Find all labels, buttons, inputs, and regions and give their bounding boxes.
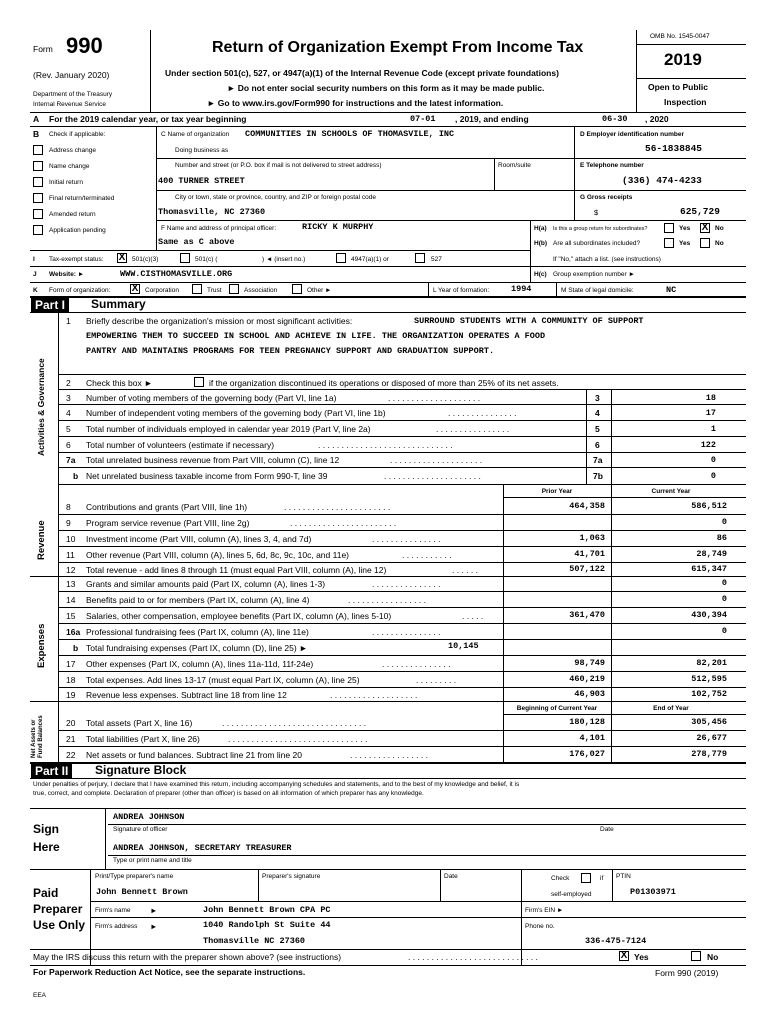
officer-address: Same as C above (158, 237, 235, 247)
other-label: Other ► (307, 287, 332, 294)
line14-text: Benefits paid to or for members (Part IX, column (A), line 4) (86, 595, 310, 605)
sign-date-label: Date (600, 826, 614, 833)
line18-prior: 460,219 (569, 674, 605, 684)
line13-current: 0 (721, 578, 727, 588)
firm-ein-label: Firm's EIN ► (525, 907, 564, 914)
line9-current: 0 (721, 517, 727, 527)
line21-prior: 4,101 (579, 733, 605, 743)
part1-title: Summary (91, 297, 146, 311)
hb-note: If "No," attach a list. (see instructions) (553, 256, 661, 263)
line16b-value: 10,145 (448, 641, 479, 651)
mission-line-2: EMPOWERING THEM TO SUCCEED IN SCHOOL AND ACHIEVE IN LIFE. THE ORGANIZATION OPERATES A FOOD (86, 331, 546, 341)
line5-value: 1 (710, 424, 716, 434)
name-change-label: Name change (49, 163, 90, 170)
line20-num: 20 (66, 718, 76, 728)
line12-current: 615,347 (691, 564, 727, 574)
mission-line-3: PANTRY AND MAINTAINS PROGRAMS FOR TEEN PREGNANCY SUPPORT AND GRADUATION SUPPORT. (86, 346, 495, 356)
line22-prior: 176,027 (569, 749, 605, 759)
line21-text: Total liabilities (Part X, line 26) (86, 734, 200, 744)
ptin-label: PTIN (616, 873, 631, 880)
preparer-name-label: Print/Type preparer's name (95, 873, 174, 880)
line-k-label: K (33, 287, 38, 294)
hc-text: Group exemption number ► (553, 271, 635, 278)
hb-yes-label: Yes (679, 240, 691, 247)
line11-text: Other revenue (Part VIII, column (A), lines 5, 6d, 8c, 9c, 10c, and 11e) (86, 550, 349, 560)
line18-num: 18 (66, 675, 76, 685)
hb-yes-checkbox[interactable] (664, 238, 674, 248)
side-label-activities: Activities & Governance (36, 358, 46, 456)
org-name-label: C Name of organization (161, 131, 230, 138)
line6-text: Total number of volunteers (estimate if necessary) (86, 440, 275, 450)
corporation-label: Corporation (145, 287, 179, 294)
city-label: City or town, state or province, country, and ZIP or foreign postal code (175, 194, 376, 201)
line-a-mid: , 2019, and ending (455, 114, 529, 124)
org-street: 400 TURNER STREET (158, 176, 245, 186)
line7b-text: Net unrelated business taxable income from Form 990-T, line 39 (86, 471, 328, 481)
line7a-num: 7a (66, 455, 76, 465)
line20-text: Total assets (Part X, line 16) (86, 718, 193, 728)
line15-text: Salaries, other compensation, employee benefits (Part IX, column (A), lines 5-10) (86, 611, 392, 621)
tax-year-end-year: , 2020 (645, 114, 669, 124)
line19-num: 19 (66, 690, 76, 700)
line22-text: Net assets or fund balances. Subtract line 21 from line 20 (86, 750, 302, 760)
org-name: COMMUNITIES IN SCHOOLS OF THOMASVILE, INC (245, 129, 455, 139)
line1-num: 1 (66, 316, 71, 326)
line2-text-a: Check this box ► (86, 378, 153, 388)
status-501c-label: 501(c) ( (195, 256, 218, 263)
amended-return-label: Amended return (49, 211, 96, 218)
paid-label: Paid (33, 886, 59, 900)
line22-current: 278,779 (691, 749, 727, 759)
status-501c3-checkbox[interactable]: X (118, 252, 126, 263)
tax-year-end: 06-30 (602, 114, 628, 124)
self-employed-check-label: Check (551, 875, 570, 882)
line17-current: 82,201 (696, 658, 727, 668)
revision-date: (Rev. January 2020) (33, 70, 110, 80)
hc-label: H(c) (534, 271, 547, 278)
line15-prior: 361,470 (569, 610, 605, 620)
ein-value: 56-1838845 (645, 143, 703, 154)
line7a-text: Total unrelated business revenue from Part VIII, column (C), line 12 (86, 455, 340, 465)
line10-num: 10 (66, 534, 76, 544)
line2-num: 2 (66, 378, 71, 388)
part1-label: Part I (31, 297, 69, 313)
hb-no-checkbox[interactable] (700, 238, 710, 248)
line19-text: Revenue less expenses. Subtract line 18 from line 12 (86, 690, 287, 700)
section-b-label: B (33, 129, 40, 139)
officer-signature: ANDREA JOHNSON (113, 812, 185, 822)
line15-current: 430,394 (691, 610, 727, 620)
other-checkbox[interactable] (292, 284, 302, 294)
mission-line-1: SURROUND STUDENTS WITH A COMMUNITY OF SUPPORT (414, 316, 644, 326)
dept-treasury: Department of the Treasury (33, 91, 113, 98)
line10-current: 86 (716, 533, 727, 543)
perjury-line-2: true, correct, and complete. Declaration of preparer (other than officer) is based on all information of which preparer has any knowledge. (33, 790, 424, 797)
status-4947-label: 4947(a)(1) or (351, 256, 389, 263)
part2-label: Part II (31, 763, 72, 779)
line4-num: 4 (66, 408, 71, 418)
line-i-label: I (33, 256, 35, 263)
association-label: Association (244, 287, 278, 294)
line11-num: 11 (66, 550, 75, 560)
form-reference: Form 990 (2019) (655, 968, 719, 978)
tax-year: 2019 (664, 50, 702, 69)
line4-text: Number of independent voting members of the governing body (Part VI, line 1b) (86, 408, 386, 418)
line-j-label: J (33, 271, 37, 278)
line3-text: Number of voting members of the governing body (Part VI, line 1a) (86, 393, 337, 403)
line21-num: 21 (66, 734, 76, 744)
line9-num: 9 (66, 518, 71, 528)
phone-value: (336) 474-4233 (622, 175, 702, 186)
side-label-revenue: Revenue (36, 520, 47, 560)
final-return-checkbox[interactable] (33, 193, 43, 203)
ha-no-label: No (715, 225, 724, 232)
year-formation-value: 1994 (511, 284, 532, 294)
line16b-num: b (73, 643, 79, 653)
form-word: Form (33, 44, 53, 54)
line16a-text: Professional fundraising fees (Part IX, column (A), line 11e) (86, 627, 309, 637)
line18-current: 512,595 (691, 674, 727, 684)
col-prior-year: Prior Year (541, 488, 573, 495)
line6-box: 6 (595, 440, 600, 450)
website-label: Website: ► (49, 271, 85, 278)
line5-box: 5 (595, 424, 600, 434)
signature-of-officer-label: Signature of officer (113, 826, 168, 833)
use-only-label: Use Only (33, 918, 86, 932)
discuss-yes-label: Yes (634, 952, 649, 962)
line10-prior: 1,063 (579, 533, 605, 543)
line20-current: 305,456 (691, 717, 727, 727)
line11-prior: 41,701 (574, 549, 605, 559)
line3-value: 18 (705, 393, 716, 403)
line12-text: Total revenue - add lines 8 through 11 (must equal Part VIII, column (A), line 12) (86, 565, 387, 575)
tax-exempt-status-label: Tax-exempt status: (49, 256, 104, 263)
line14-num: 14 (66, 595, 76, 605)
status-527-label: 527 (431, 256, 442, 263)
eea-mark: EEA (33, 992, 47, 999)
principal-officer: RICKY K MURPHY (302, 222, 374, 232)
line4-box: 4 (595, 408, 600, 418)
hb-no-label: No (715, 240, 724, 247)
line-a-text: For the 2019 calendar year, or tax year beginning (49, 114, 247, 124)
section-b-title: Check if applicable: (49, 131, 106, 138)
name-title-label: Type or print name and title (113, 857, 192, 864)
line16a-current: 0 (721, 626, 727, 636)
gross-receipts-value: 625,729 (680, 206, 720, 217)
inspection: Inspection (664, 97, 707, 107)
self-employed-label: self-employed (551, 891, 592, 898)
preparer-date-label: Date (444, 873, 458, 880)
room-suite-label: Room/suite (498, 162, 531, 169)
firm-address-line-2: Thomasville NC 27360 (203, 936, 306, 946)
line13-num: 13 (66, 579, 76, 589)
line10-text: Investment income (Part VIII, column (A), lines 3, 4, and 7d) (86, 534, 312, 544)
trust-checkbox[interactable] (192, 284, 202, 294)
side-label-net-assets: Net Assets or (31, 719, 37, 758)
line16b-text: Total fundraising expenses (Part IX, column (D), line 25) ► (86, 643, 308, 653)
status-527-checkbox[interactable] (415, 253, 425, 263)
line5-num: 5 (66, 424, 71, 434)
status-501c-checkbox[interactable] (180, 253, 190, 263)
line7a-box: 7a (593, 455, 603, 465)
part2-title: Signature Block (95, 763, 187, 777)
line8-num: 8 (66, 502, 71, 512)
irs-link-note: ► Go to www.irs.gov/Form990 for instructions and the latest information. (207, 98, 504, 108)
discuss-yes-checkbox[interactable]: X (620, 950, 628, 961)
discuss-no-checkbox[interactable] (691, 951, 701, 961)
perjury-line-1: Under penalties of perjury, I declare that I have examined this return, including accompanying schedules and statements, and to the best of my knowledge and belief, it is (33, 781, 520, 788)
line7a-value: 0 (710, 455, 716, 465)
hb-label: H(b) (534, 240, 547, 247)
application-pending-label: Application pending (49, 227, 106, 234)
form-number: 990 (66, 33, 103, 58)
firm-name: John Bennett Brown CPA PC (203, 905, 331, 915)
line4-value: 17 (705, 408, 716, 418)
ha-yes-label: Yes (679, 225, 691, 232)
firm-phone: 336-475-7124 (585, 936, 647, 946)
state-domicile-value: NC (666, 285, 677, 295)
address-change-label: Address change (49, 147, 96, 154)
ein-label: D Employer identification number (580, 131, 685, 138)
gross-receipts-dollar: $ (594, 208, 599, 217)
line13-text: Grants and similar amounts paid (Part IX, column (A), lines 1-3) (86, 579, 326, 589)
address-change-checkbox[interactable] (33, 145, 43, 155)
line16a-num: 16a (66, 627, 81, 637)
line12-prior: 507,122 (569, 564, 605, 574)
status-4947-checkbox[interactable] (336, 253, 346, 263)
col-beginning-year: Beginning of Current Year (516, 705, 598, 712)
line7b-num: b (73, 471, 79, 481)
dba-label: Doing business as (175, 147, 229, 154)
status-insert-no: ) ◄ (insert no.) (262, 256, 306, 263)
association-checkbox[interactable] (229, 284, 239, 294)
trust-label: Trust (207, 287, 222, 294)
preparer-label: Preparer (33, 902, 83, 916)
line8-prior: 464,358 (569, 501, 605, 511)
discontinued-operations-checkbox[interactable] (194, 377, 204, 387)
principal-officer-label: F Name and address of principal officer: (161, 225, 277, 232)
self-employed-checkbox[interactable] (581, 873, 591, 883)
line12-num: 12 (66, 565, 76, 575)
omb-number: OMB No. 1545-0047 (650, 33, 710, 40)
line6-num: 6 (66, 440, 71, 450)
phone-label: E Telephone number (580, 162, 644, 169)
form-subtitle: Under section 501(c), 527, or 4947(a)(1) of the Internal Revenue Code (except private foundations) (165, 68, 559, 78)
line1-text: Briefly describe the organization's mission or most significant activities: (86, 316, 353, 326)
line15-num: 15 (66, 611, 76, 621)
firm-phone-label: Phone no. (525, 923, 555, 930)
final-return-label: Final return/terminated (49, 195, 115, 202)
open-to-public: Open to Public (648, 82, 708, 92)
dept-irs: Internal Revenue Service (33, 101, 106, 108)
line11-current: 28,749 (696, 549, 727, 559)
ha-yes-checkbox[interactable] (664, 223, 674, 233)
line6-value: 122 (700, 440, 716, 450)
line-a-label: A (33, 114, 40, 124)
line22-num: 22 (66, 750, 76, 760)
amended-return-checkbox[interactable] (33, 209, 43, 219)
line9-text: Program service revenue (Part VIII, line 2g) (86, 518, 250, 528)
line5-text: Total number of individuals employed in calendar year 2019 (Part V, line 2a) (86, 424, 371, 434)
irs-discuss-question: May the IRS discuss this return with the preparer shown above? (see instructions) (33, 952, 342, 962)
hb-text: Are all subordinates included? (553, 240, 641, 247)
line17-prior: 98,749 (574, 658, 605, 668)
firm-address-line-1: 1040 Randolph St Suite 44 (203, 920, 331, 930)
line7b-value: 0 (710, 471, 716, 481)
line18-text: Total expenses. Add lines 13-17 (must equal Part IX, column (A), line 25) (86, 675, 360, 685)
self-employed-if-label: if (600, 875, 604, 882)
status-501c3-label: 501(c)(3) (132, 256, 159, 263)
line17-text: Other expenses (Part IX, column (A), lines 11a-11d, 11f-24e) (86, 659, 314, 669)
gross-receipts-label: G Gross receipts (580, 194, 633, 201)
ptin-value: P01303971 (630, 887, 676, 897)
corporation-checkbox[interactable]: X (131, 283, 139, 294)
line20-prior: 180,128 (569, 717, 605, 727)
line3-num: 3 (66, 393, 71, 403)
side-label-expenses: Expenses (36, 623, 47, 668)
line8-text: Contributions and grants (Part VIII, line 1h) (86, 502, 248, 512)
preparer-signature-label: Preparer's signature (262, 873, 321, 880)
year-formation-label: L Year of formation: (433, 287, 490, 294)
street-label: Number and street (or P.O. box if mail is not delivered to street address) (175, 162, 382, 169)
tax-year-begin: 07-01 (410, 114, 436, 124)
line8-current: 586,512 (691, 501, 727, 511)
col-current-year: Current Year (651, 488, 691, 495)
ha-label: H(a) (534, 225, 547, 232)
here-label: Here (33, 840, 60, 854)
line14-current: 0 (721, 594, 727, 604)
form-title: Return of Organization Exempt From Income Tax (212, 39, 584, 56)
line21-current: 26,677 (696, 733, 727, 743)
state-domicile-label: M State of legal domicile: (561, 287, 634, 294)
firm-address-label: Firm's address (95, 923, 138, 930)
line17-num: 17 (66, 659, 76, 669)
col-end-year: End of Year (653, 705, 689, 712)
ssn-warning: ► Do not enter social security numbers on this form as it may be made public. (227, 83, 545, 93)
ha-text: Is this a group return for subordinates? (553, 226, 648, 232)
side-label-fund-balances: Fund Balances (38, 715, 44, 758)
sign-label: Sign (33, 822, 59, 836)
officer-name-title: ANDREA JOHNSON, SECRETARY TREASURER (113, 843, 292, 853)
website-value: WWW.CISTHOMASVILLE.ORG (120, 269, 233, 279)
line3-box: 3 (595, 393, 600, 403)
ha-no-checkbox[interactable]: X (701, 222, 709, 233)
initial-return-checkbox[interactable] (33, 177, 43, 187)
paperwork-notice: For Paperwork Reduction Act Notice, see the separate instructions. (33, 967, 306, 977)
org-city: Thomasville, NC 27360 (158, 207, 266, 217)
line19-prior: 46,903 (574, 689, 605, 699)
line19-current: 102,752 (691, 689, 727, 699)
initial-return-label: Initial return (49, 179, 83, 186)
firm-name-label: Firm's name (95, 907, 131, 914)
form-of-org-label: Form of organization: (49, 287, 111, 294)
preparer-name: John Bennett Brown (96, 887, 188, 897)
name-change-checkbox[interactable] (33, 161, 43, 171)
application-pending-checkbox[interactable] (33, 225, 43, 235)
line7b-box: 7b (593, 471, 603, 481)
line2-text-b: if the organization discontinued its operations or disposed of more than 25% of its net assets. (209, 378, 559, 388)
discuss-no-label: No (707, 952, 719, 962)
